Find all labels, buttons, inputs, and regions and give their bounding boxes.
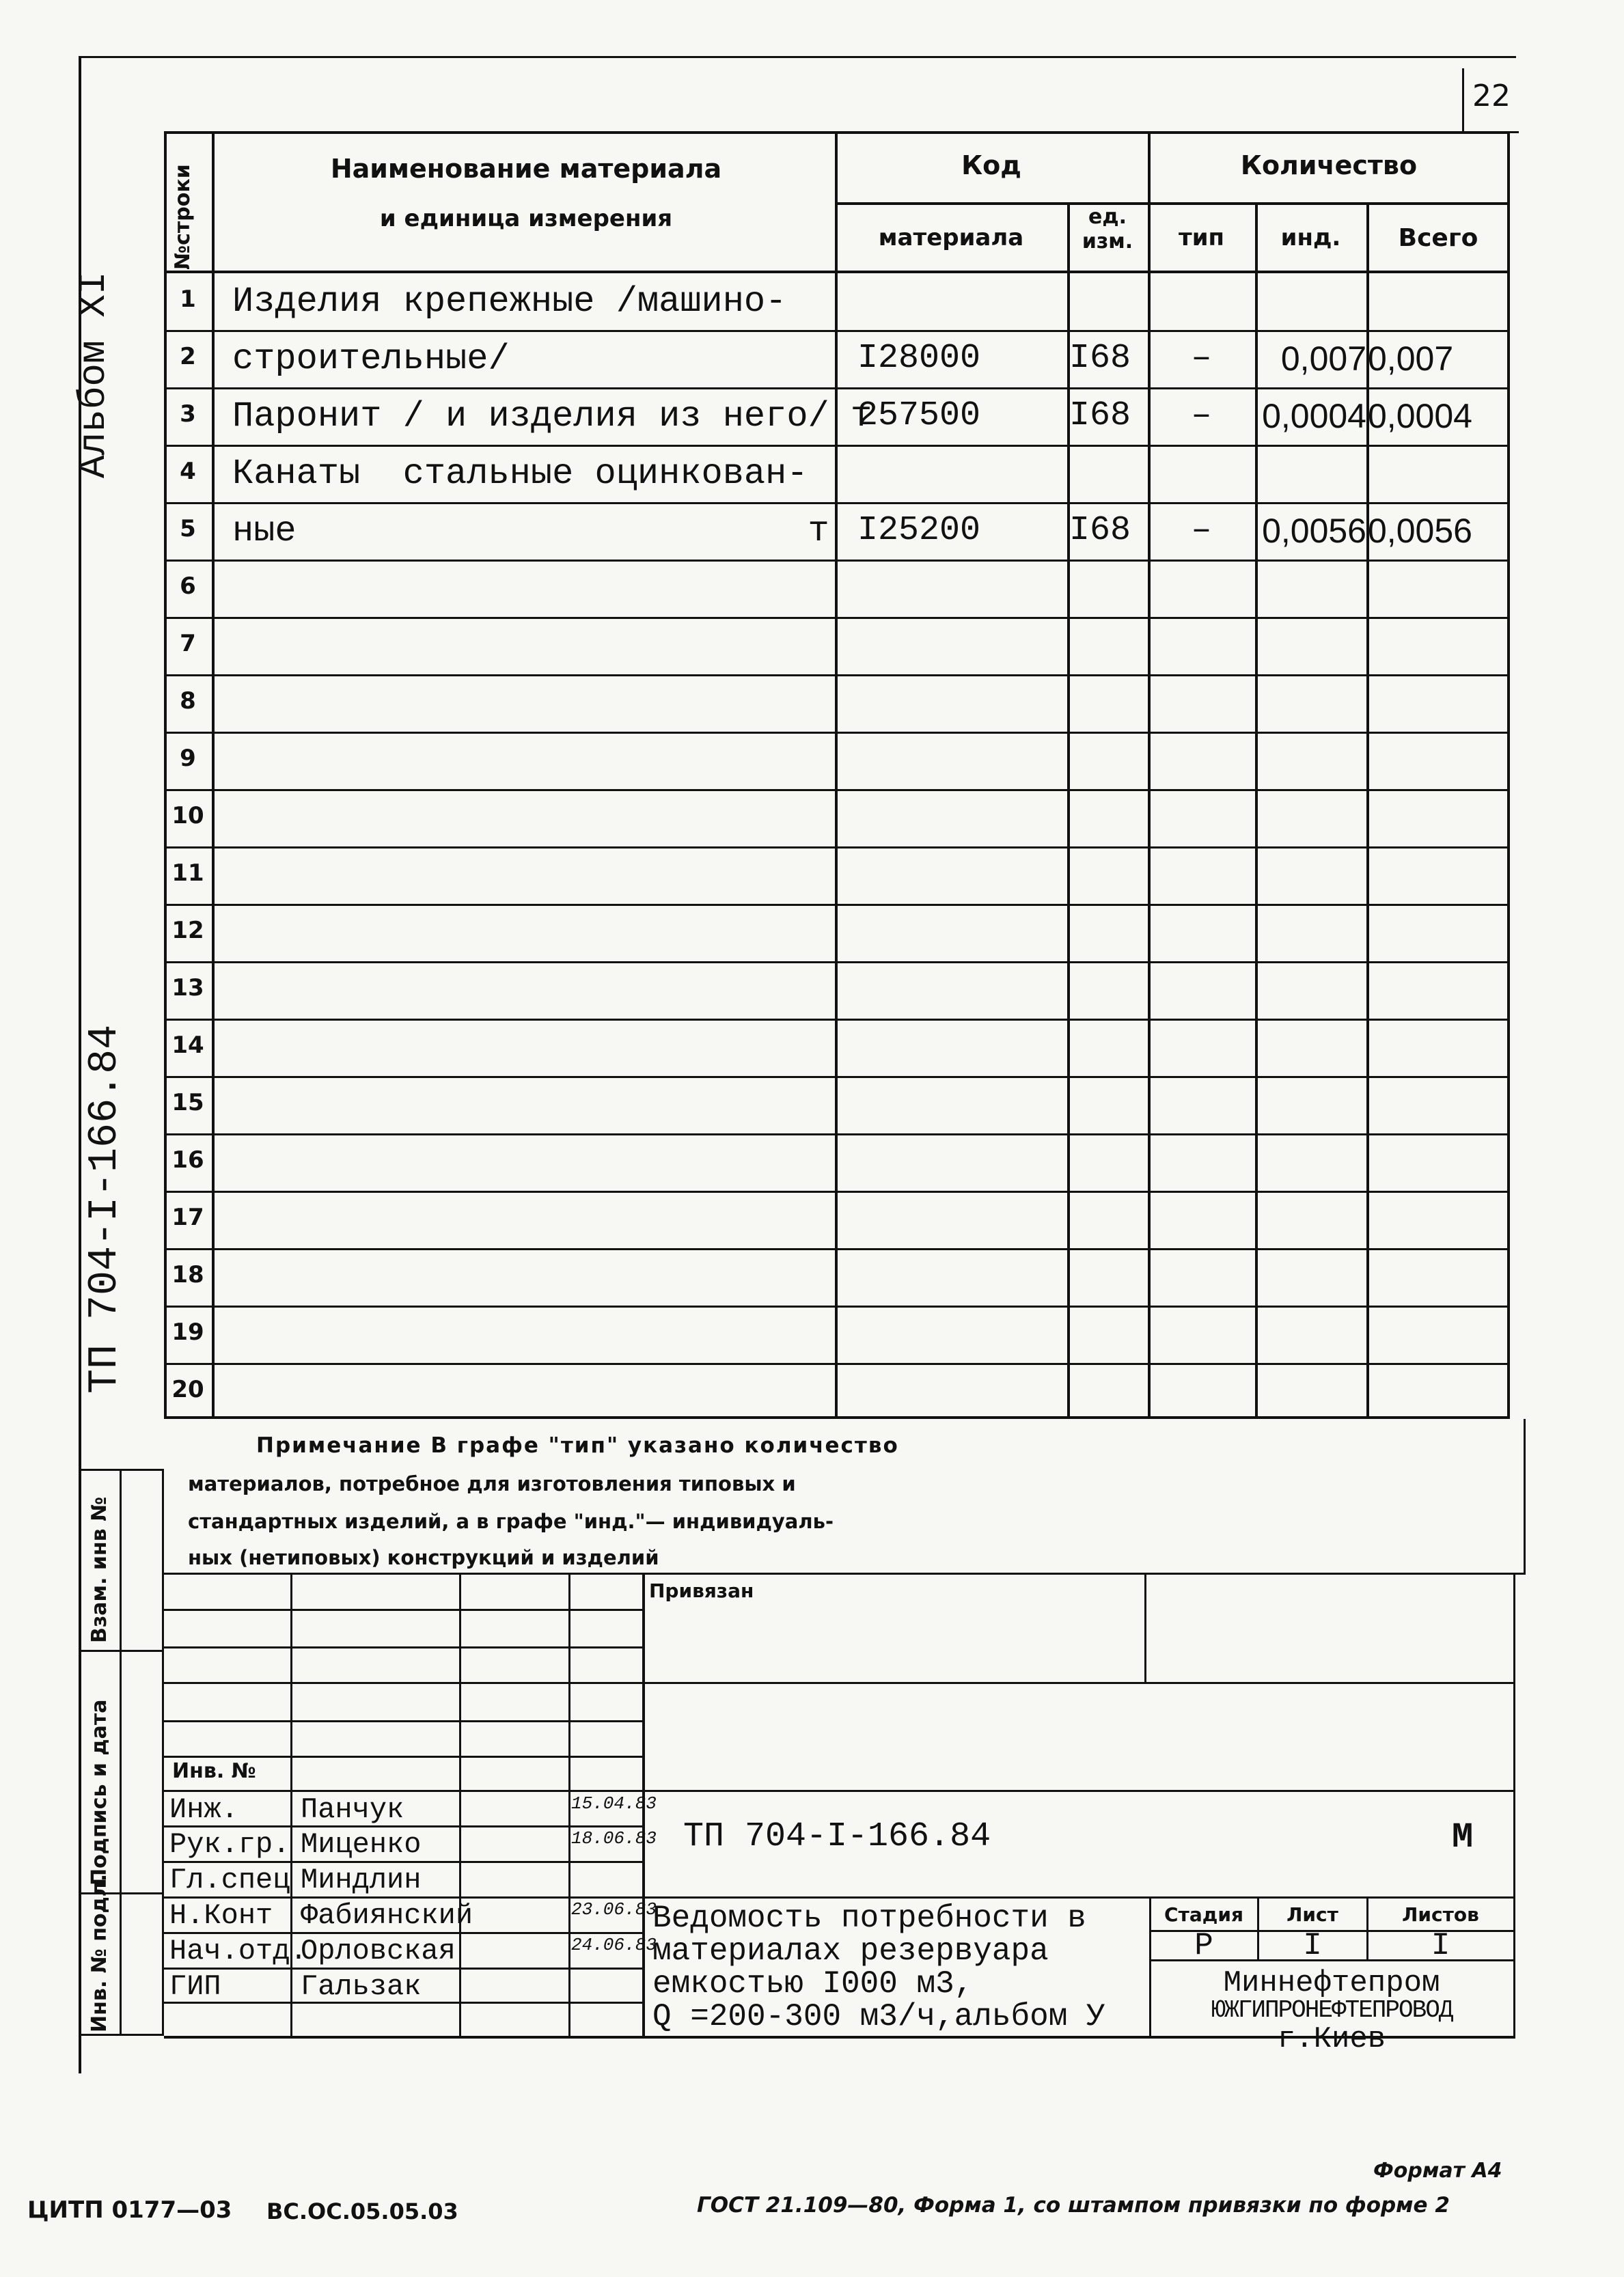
quantity-ind-header: инд.	[1280, 224, 1341, 251]
cell-code: I25200	[857, 511, 981, 550]
row-number: 11	[171, 859, 204, 887]
row-number: 12	[171, 917, 204, 944]
note-line2: материалов, потребное для изготовления типовых и	[188, 1472, 796, 1495]
cell-type: –	[1191, 396, 1212, 435]
staff-role: Инж.	[169, 1793, 238, 1826]
quantity-total-header: Всего	[1398, 224, 1478, 252]
cell-ind: 0,0004	[1262, 397, 1366, 435]
row-number: 18	[171, 1261, 204, 1288]
footer-gost: ГОСТ 21.109—80, Форма 1, со штампом привязки по форме 2	[697, 2193, 1450, 2218]
staff-date: 23.06.83	[571, 1899, 657, 1920]
staff-name: Фабиянский	[301, 1899, 473, 1932]
row-number: 14	[171, 1032, 204, 1059]
cell-type: –	[1191, 339, 1212, 378]
staff-date: 15.04.83	[571, 1793, 657, 1814]
vzam-inv-label: Взам. инв №	[87, 1496, 111, 1643]
staff-role: Н.Конт	[169, 1899, 273, 1932]
row-number: 3	[180, 400, 196, 428]
staff-role: Рук.гр.	[169, 1828, 290, 1861]
row-number: 6	[180, 572, 196, 600]
stage-value: Р	[1194, 1928, 1213, 1963]
cell-code: 257500	[857, 396, 981, 435]
row-number: 17	[171, 1204, 204, 1231]
doc-title-line4: Q =200-300 м3/ч,альбом У	[652, 1999, 1105, 2034]
cell-unit: I68	[1069, 511, 1131, 550]
cell-name: Канаты стальные оцинкован-	[232, 454, 808, 494]
cell-name: Изделия крепежные /машино-	[232, 281, 787, 322]
staff-name: Орловская	[301, 1935, 456, 1968]
cell-total: 0,0056	[1368, 512, 1472, 550]
staff-date: 18.06.83	[571, 1828, 657, 1849]
doc-title-line3: емкостью I000 м3,	[652, 1966, 974, 2002]
staff-name: Панчук	[301, 1793, 404, 1826]
cell-type: –	[1191, 511, 1212, 550]
inv-podl-label: Инв. № подл.	[87, 1873, 111, 2032]
cell-code: I28000	[857, 339, 981, 378]
cell-total: 0,0004	[1368, 397, 1472, 435]
note-line3: стандартных изделий, а в графе "инд."— индивидуаль-	[188, 1510, 834, 1533]
staff-date: 24.06.83	[571, 1935, 657, 1955]
org-line1: Миннефтепром	[1223, 1966, 1440, 2000]
cell-name: строительные/	[232, 339, 510, 379]
quantity-header: Количество	[1240, 150, 1418, 180]
cell-name: ные т	[232, 511, 829, 551]
code-material-header: материала	[878, 224, 1024, 251]
inv-no-label: Инв. №	[172, 1759, 256, 1783]
staff-role: Нач.отд.	[169, 1935, 307, 1968]
code-header: Код	[961, 150, 1021, 180]
row-number: 1	[180, 286, 196, 313]
sheet-label: Лист	[1286, 1903, 1338, 1926]
staff-name: Гальзак	[301, 1970, 422, 2003]
row-number: 8	[180, 687, 196, 715]
row-number: 2	[180, 343, 196, 370]
org-line3: г.Киев	[1277, 2022, 1386, 2056]
sheet-value: I	[1303, 1928, 1322, 1963]
footer-code-left: ЦИТП 0177—03	[27, 2196, 232, 2224]
staff-name: Миндлин	[301, 1864, 422, 1896]
row-number: 9	[180, 745, 196, 772]
format-label: Формат А4	[1373, 2159, 1502, 2183]
row-number: 19	[171, 1319, 204, 1346]
row-number: 20	[171, 1376, 204, 1403]
row-number: 5	[180, 515, 196, 542]
album-label: Альбом XI	[72, 271, 115, 478]
cell-total: 0,007	[1368, 340, 1454, 378]
sheets-label: Листов	[1402, 1903, 1479, 1926]
row-number: 16	[171, 1146, 204, 1174]
row-number: 15	[171, 1089, 204, 1116]
footer-code-mid: ВС.ОС.05.05.03	[266, 2198, 458, 2224]
doc-letter: М	[1452, 1817, 1474, 1858]
staff-name: Миценко	[301, 1828, 422, 1861]
stage-label: Стадия	[1164, 1903, 1243, 1926]
signature-date-label: Подпись и дата	[87, 1699, 111, 1886]
doc-code: ТП 704-I-166.84	[683, 1817, 991, 1856]
project-side-label: ТП 704-I-166.84	[82, 1024, 128, 1394]
note-line4: ных (нетиповых) конструкций и изделий	[188, 1546, 659, 1569]
note-line1: Примечание В графе "тип" указано количество	[256, 1433, 899, 1458]
staff-role: Гл.спец	[169, 1864, 290, 1896]
code-unit-header: ед. изм.	[1082, 205, 1133, 253]
privyazan-label: Привязан	[649, 1579, 754, 1602]
cell-name: Паронит / и изделия из него/ т	[232, 396, 872, 437]
row-number: 4	[180, 458, 196, 485]
doc-title-line2: материалах резервуара	[652, 1933, 1049, 1969]
row-number-header: №строки	[171, 164, 195, 270]
name-header-line1: Наименование материала	[330, 154, 722, 184]
cell-unit: I68	[1069, 396, 1131, 435]
cell-ind: 0,007	[1280, 340, 1366, 378]
org-line2: ЮЖГИПРОНЕФТЕПРОВОД	[1211, 1996, 1453, 2024]
staff-role: ГИП	[169, 1970, 221, 2003]
cell-ind: 0,0056	[1262, 512, 1366, 550]
name-header-line2: и единица измерения	[379, 205, 673, 232]
row-number: 10	[171, 802, 204, 829]
doc-title-line1: Ведомость потребности в	[652, 1901, 1086, 1936]
row-number: 13	[171, 974, 204, 1002]
page-number: 22	[1472, 79, 1511, 113]
row-number: 7	[180, 630, 196, 657]
quantity-type-header: тип	[1178, 224, 1225, 251]
cell-unit: I68	[1069, 339, 1131, 378]
sheets-value: I	[1431, 1928, 1450, 1963]
